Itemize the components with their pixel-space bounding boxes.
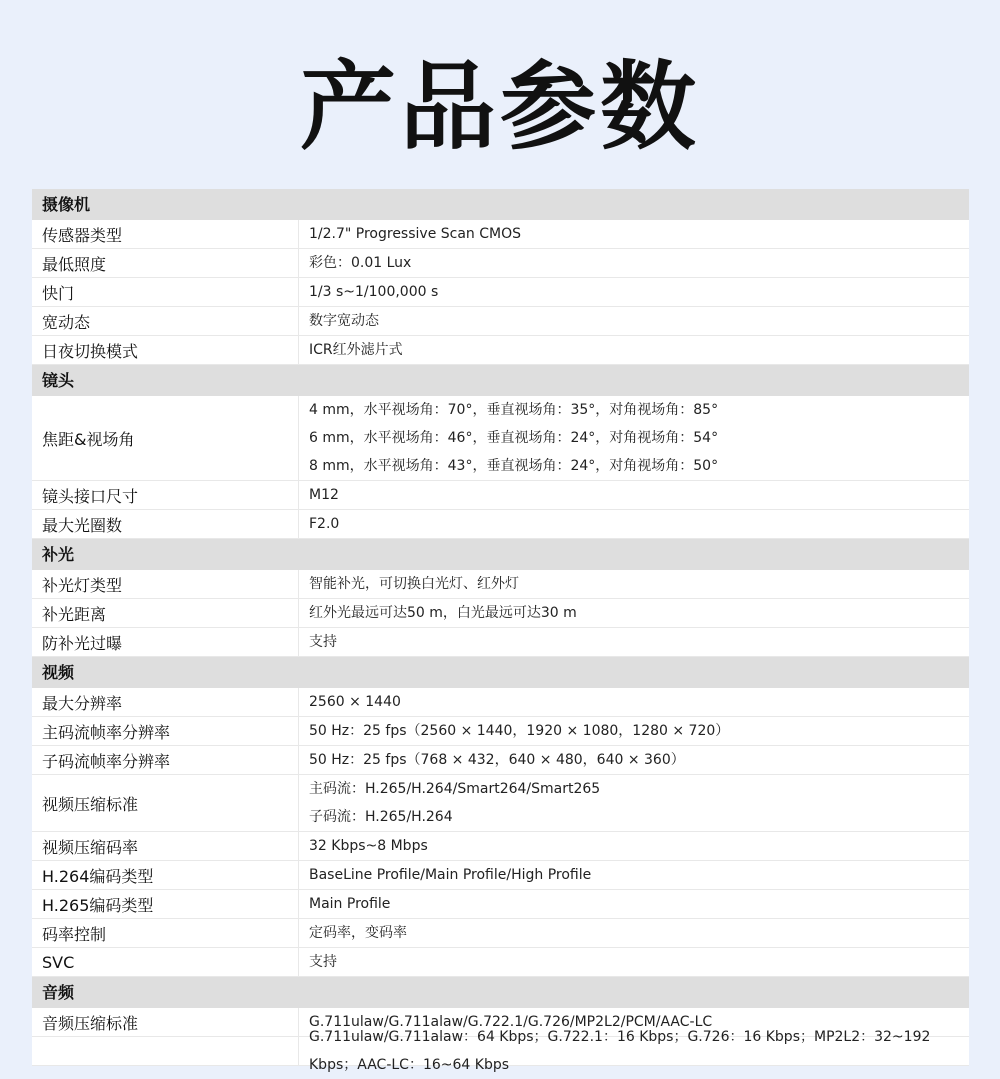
param-value-line: 支持 [309, 954, 337, 970]
table-row [32, 919, 969, 948]
param-name: 日夜切换模式 [32, 336, 299, 364]
param-value-line: G.711ulaw/G.711alaw：64 Kbps；G.722.1：16 Kbps；G.726：16 Kbps；MP2L2：32~192 Kbps；AAC-LC：16~64 Kbps [309, 1029, 931, 1073]
param-value [299, 307, 969, 335]
param-value-line: 支持 [309, 634, 337, 650]
param-name: H.264编码类型 [32, 861, 299, 889]
table-row [32, 220, 969, 249]
table-row [32, 510, 969, 539]
param-name [32, 1037, 299, 1065]
table-row [32, 746, 969, 775]
param-value-line: 32 Kbps~8 Mbps [309, 838, 428, 854]
table-row [32, 599, 969, 628]
param-name: H.265编码类型 [32, 890, 299, 918]
param-value [299, 746, 969, 774]
param-name: 补光灯类型 [32, 570, 299, 598]
table-row [32, 948, 969, 977]
param-value [299, 336, 969, 364]
page-title: 产品参数 [300, 51, 700, 163]
param-value-line: 50 Hz：25 fps（2560 × 1440，1920 × 1080，1280 × 720） [309, 723, 730, 739]
param-value-line: 定码率，变码率 [309, 925, 407, 941]
table-row [32, 775, 969, 832]
param-name: 焦距&视场角 [32, 396, 299, 480]
param-value [299, 861, 969, 889]
section-header: 补光 [32, 539, 969, 570]
table-row [32, 570, 969, 599]
param-value [299, 249, 969, 277]
param-name: 子码流帧率分辨率 [32, 746, 299, 774]
param-value-line: M12 [309, 487, 339, 503]
param-value-line: 数字宽动态 [309, 313, 379, 329]
param-value-line: F2.0 [309, 516, 340, 532]
param-name: 快门 [32, 278, 299, 306]
param-value-line: ICR红外滤片式 [309, 342, 403, 358]
param-value-line: 4 mm，水平视场角：70°，垂直视场角：35°，对角视场角：85° [309, 402, 719, 418]
param-name: 防补光过曝 [32, 628, 299, 656]
param-value-line: Main Profile [309, 896, 391, 912]
table-row [32, 307, 969, 336]
param-value-line: 1/2.7" Progressive Scan CMOS [309, 226, 522, 242]
param-name: 补光距离 [32, 599, 299, 627]
param-value-line: BaseLine Profile/Main Profile/High Profile [309, 867, 592, 883]
param-value [299, 278, 969, 306]
param-value [299, 570, 969, 598]
section-header: 镜头 [32, 365, 969, 396]
table-row [32, 890, 969, 919]
param-value [299, 775, 969, 831]
param-value-line: 50 Hz：25 fps（768 × 432，640 × 480，640 × 360） [309, 752, 685, 768]
param-value [299, 481, 969, 509]
table-row [32, 717, 969, 746]
param-name: 宽动态 [32, 307, 299, 335]
param-name: 最大光圈数 [32, 510, 299, 538]
table-row [32, 628, 969, 657]
param-value [299, 688, 969, 716]
param-value-line: 红外光最远可达50 m，白光最远可达30 m [309, 605, 577, 621]
param-value [299, 717, 969, 745]
param-value [299, 919, 969, 947]
param-name: 传感器类型 [32, 220, 299, 248]
table-row [32, 1029, 969, 1073]
table-row [32, 861, 969, 890]
table-row [32, 249, 969, 278]
table-row [32, 336, 969, 365]
param-value-line: 6 mm，水平视场角：46°，垂直视场角：24°，对角视场角：54° [309, 430, 719, 446]
param-value [299, 948, 969, 976]
table-row [32, 832, 969, 861]
section-header: 视频 [32, 657, 969, 688]
param-name: 最大分辨率 [32, 688, 299, 716]
param-value-line: 1/3 s~1/100,000 s [309, 284, 439, 300]
section-header: 音频 [32, 977, 969, 1008]
param-name: 视频压缩码率 [32, 832, 299, 860]
param-value-line: 子码流：H.265/H.264 [309, 809, 453, 825]
param-name: 视频压缩标准 [32, 775, 299, 831]
table-row [32, 688, 969, 717]
param-value-line: G.711ulaw/G.711alaw/G.722.1/G.726/MP2L2/PCM/AAC-LC [309, 1014, 713, 1030]
param-name: 码率控制 [32, 919, 299, 947]
param-name: SVC [32, 948, 299, 976]
param-value-line: 2560 × 1440 [309, 694, 401, 710]
table-row [32, 396, 969, 481]
param-value [299, 510, 969, 538]
param-value [299, 832, 969, 860]
param-value-line: 智能补光，可切换白光灯、红外灯 [309, 576, 519, 592]
param-value [299, 220, 969, 248]
param-value-line: 彩色：0.01 Lux [309, 255, 412, 271]
param-value [299, 628, 969, 656]
param-value [299, 890, 969, 918]
param-name: 音频压缩标准 [32, 1008, 299, 1036]
param-value-line: 8 mm，水平视场角：43°，垂直视场角：24°，对角视场角：50° [309, 458, 719, 474]
param-value [299, 1029, 969, 1073]
table-row [32, 278, 969, 307]
param-name: 主码流帧率分辨率 [32, 717, 299, 745]
param-name: 镜头接口尺寸 [32, 481, 299, 509]
param-name: 最低照度 [32, 249, 299, 277]
section-header: 摄像机 [32, 189, 969, 220]
spec-table [32, 189, 969, 1073]
param-value [299, 396, 969, 480]
param-value [299, 599, 969, 627]
table-row [32, 481, 969, 510]
param-value-line: 主码流：H.265/H.264/Smart264/Smart265 [309, 781, 601, 797]
